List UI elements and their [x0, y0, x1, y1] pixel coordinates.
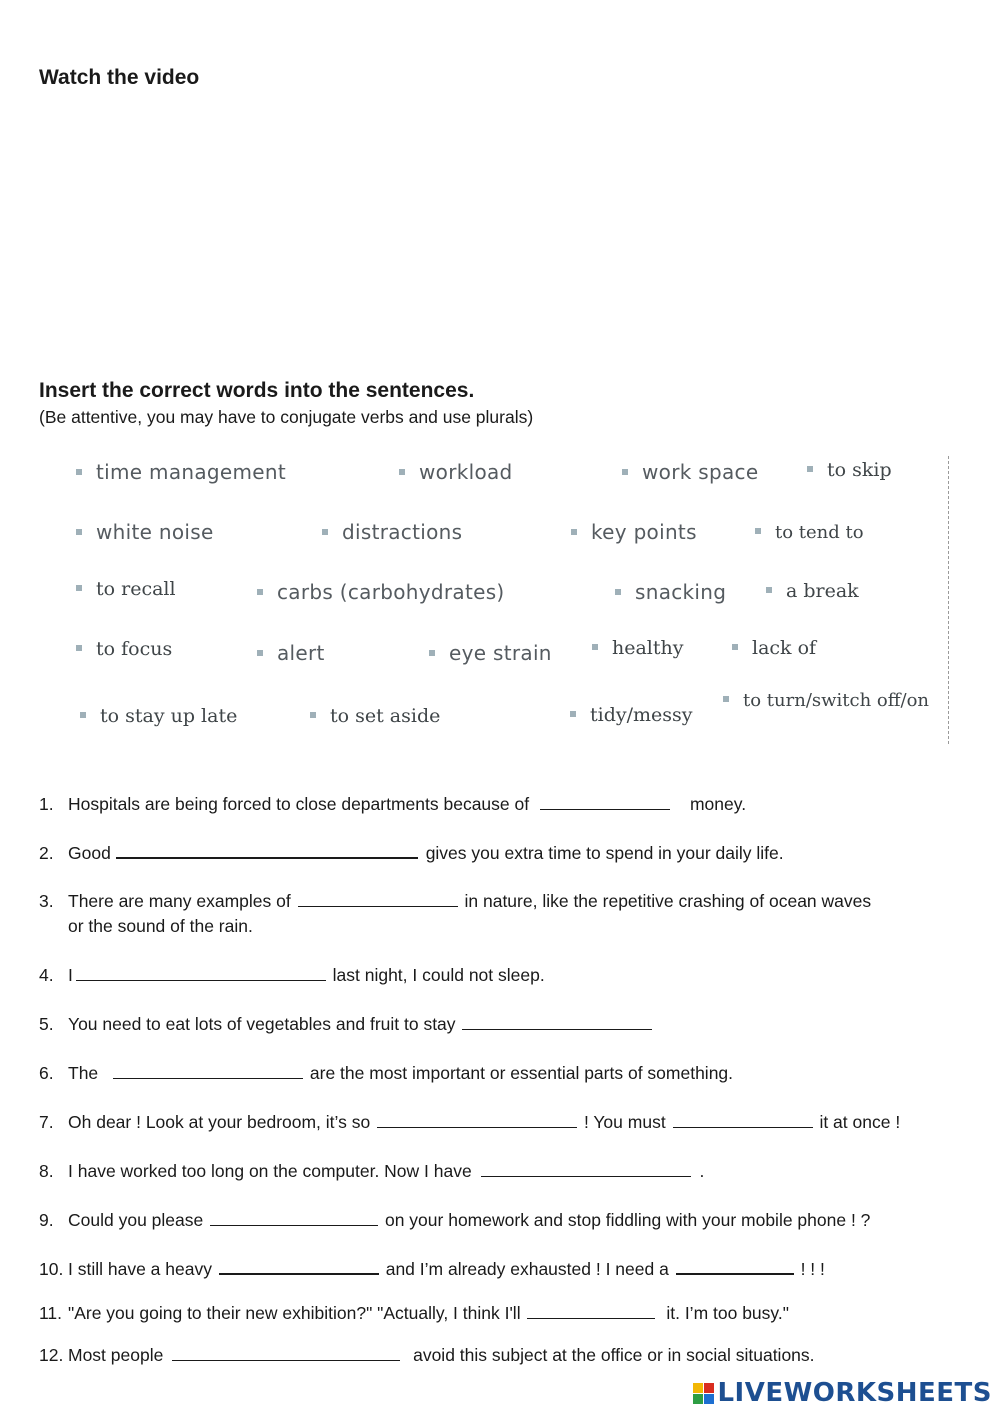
- answer-blank[interactable]: [210, 1210, 378, 1226]
- bullet-icon: [755, 528, 761, 534]
- question-7: 7. Oh dear ! Look at your bedroom, it’s so ! You must it at once !: [39, 1112, 901, 1132]
- liveworksheets-logo: [693, 1376, 992, 1410]
- logo-squares-icon: [693, 1383, 714, 1404]
- word-bank: [70, 452, 950, 744]
- logo-text: LIVEWORKSHEETS: [717, 1378, 992, 1408]
- word-bank-item: to recall: [76, 578, 176, 600]
- question-11: 11. "Are you going to their new exhibition?" "Actually, I think I'll it. I’m too busy.": [39, 1303, 789, 1323]
- question-6: 6. The are the most important or essential parts of something.: [39, 1063, 734, 1083]
- question-9: 9. Could you please on your homework and stop fiddling with your mobile phone ! ?: [39, 1210, 871, 1230]
- bullet-icon: [257, 589, 263, 595]
- bullet-icon: [76, 529, 82, 535]
- word-bank-item: healthy: [592, 637, 684, 659]
- word-bank-item: eye strain: [429, 641, 552, 665]
- word-bank-item: work space: [622, 460, 758, 484]
- answer-blank[interactable]: [527, 1303, 655, 1319]
- question-5: 5. You need to eat lots of vegetables and fruit to stay: [39, 1012, 979, 1036]
- word-bank-item: to tend to: [755, 522, 864, 543]
- question-2: 2. Good gives you extra time to spend in your daily life.: [39, 843, 784, 863]
- bullet-icon: [732, 644, 738, 650]
- exercise-title: Insert the correct words into the sentences.: [39, 379, 475, 402]
- bullet-icon: [766, 587, 772, 593]
- word-bank-item: to focus: [76, 638, 172, 660]
- word-bank-item: to stay up late: [80, 705, 237, 727]
- logo-square: [693, 1383, 703, 1393]
- word-bank-item: to turn/switch off/on: [723, 690, 929, 711]
- word-bank-item: distractions: [322, 520, 462, 544]
- answer-blank[interactable]: [377, 1112, 577, 1128]
- answer-blank[interactable]: [219, 1258, 379, 1275]
- bullet-icon: [322, 529, 328, 535]
- word-bank-item: lack of: [732, 637, 816, 659]
- answer-blank[interactable]: [481, 1161, 691, 1177]
- exercise-instruction: (Be attentive, you may have to conjugate verbs and use plurals): [39, 407, 534, 427]
- bullet-icon: [76, 469, 82, 475]
- word-bank-item: carbs (carbohydrates): [257, 580, 505, 604]
- bullet-icon: [76, 645, 82, 651]
- bullet-icon: [615, 589, 621, 595]
- answer-blank[interactable]: [76, 965, 326, 981]
- word-bank-item: white noise: [76, 520, 214, 544]
- word-bank-item: key points: [571, 520, 697, 544]
- question-3: 3. There are many examples of in nature, like the repetitive crashing of ocean waves or the sound of the rain.: [39, 891, 872, 936]
- question-1: 1. Hospitals are being forced to close departments because of money.: [39, 794, 747, 814]
- question-12: 12. Most people avoid this subject at the office or in social situations.: [39, 1345, 815, 1365]
- answer-blank[interactable]: [298, 891, 458, 907]
- answer-blank[interactable]: [113, 1063, 303, 1079]
- bullet-icon: [80, 712, 86, 718]
- word-bank-item: time management: [76, 460, 286, 484]
- question-10: 10. I still have a heavy and I’m already exhausted ! I need a ! ! !: [39, 1259, 825, 1279]
- bullet-icon: [310, 712, 316, 718]
- bullet-icon: [807, 466, 813, 472]
- bullet-icon: [257, 650, 263, 656]
- question-8: 8. I have worked too long on the computer. Now I have .: [39, 1161, 705, 1181]
- word-bank-item: snacking: [615, 580, 726, 604]
- bullet-icon: [723, 696, 729, 702]
- bullet-icon: [592, 644, 598, 650]
- video-heading: Watch the video: [39, 66, 200, 89]
- answer-blank[interactable]: [676, 1258, 794, 1275]
- answer-blank[interactable]: [172, 1345, 400, 1361]
- word-bank-item: alert: [257, 641, 325, 665]
- question-4: 4. I last night, I could not sleep.: [39, 965, 545, 985]
- answer-blank[interactable]: [673, 1112, 813, 1128]
- answer-blank[interactable]: [462, 1014, 652, 1030]
- bullet-icon: [399, 469, 405, 475]
- answer-blank[interactable]: [116, 842, 418, 859]
- word-bank-item: to skip: [807, 459, 892, 481]
- logo-square: [704, 1394, 714, 1404]
- word-bank-item: a break: [766, 580, 859, 602]
- logo-square: [693, 1394, 703, 1404]
- bullet-icon: [571, 529, 577, 535]
- bullet-icon: [76, 585, 82, 591]
- word-bank-item: workload: [399, 460, 513, 484]
- word-bank-item: tidy/messy: [570, 704, 693, 726]
- answer-blank[interactable]: [540, 794, 670, 810]
- bullet-icon: [429, 650, 435, 656]
- logo-square: [704, 1383, 714, 1393]
- bullet-icon: [570, 711, 576, 717]
- word-bank-divider: [948, 456, 949, 744]
- bullet-icon: [622, 469, 628, 475]
- word-bank-item: to set aside: [310, 705, 440, 727]
